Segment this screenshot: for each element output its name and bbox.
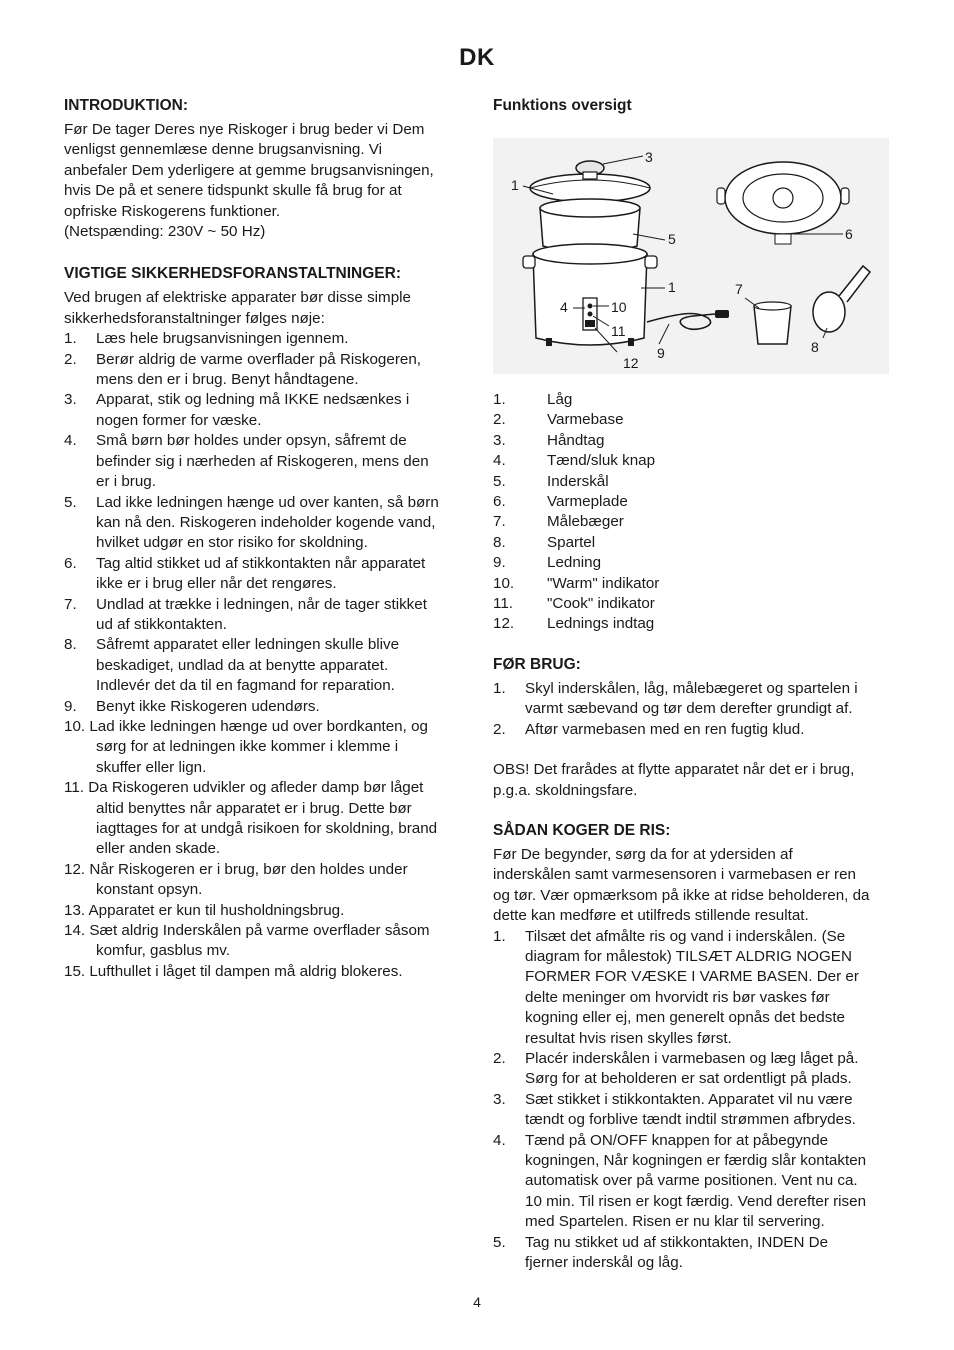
right-column	[493, 96, 893, 1273]
cooking-intro	[493, 845, 893, 927]
cooking-step-number: 2.	[493, 1049, 506, 1067]
intro-line: hvis De på et senere tidspunkt skulle få brug for at	[64, 182, 402, 200]
callout-7-cup: 7	[735, 281, 743, 297]
callout-8-spatula: 8	[811, 339, 819, 355]
part-number: 3.	[493, 431, 506, 449]
intro-line: opfriske Riskogerens funktioner.	[64, 202, 281, 220]
safety-item-number: 12.	[64, 860, 86, 878]
part-number: 12.	[493, 615, 515, 633]
top-handle-right	[841, 188, 849, 204]
measuring-cup-rim	[754, 302, 791, 310]
part-number: 4.	[493, 452, 506, 470]
cooking-step	[493, 1049, 893, 1090]
spatula-head	[813, 292, 845, 332]
cooking-step-number: 3.	[493, 1090, 506, 1108]
part-label: Låg	[547, 391, 573, 408]
part-item	[493, 533, 893, 553]
safety-item-number: 11.	[64, 779, 84, 797]
safety-item-number: 8.	[64, 636, 77, 654]
top-handle-left	[717, 188, 725, 204]
rice-cooker-illustration	[493, 138, 889, 374]
part-item	[493, 410, 893, 430]
intro-line: venligst gennemlæse denne brugsanvisning. Vi	[64, 141, 383, 159]
safety-item-number: 14.	[64, 922, 86, 940]
safety-item-text: kan nå den. Riskogeren indeholder kogende vand,	[96, 513, 436, 531]
cooking-step-text: Tag nu stikket ud af stikkontakten, INDEN De	[525, 1233, 829, 1251]
cooking-step-number: 4.	[493, 1131, 506, 1149]
callout-5-inner-bowl: 5	[668, 231, 676, 247]
part-item	[493, 614, 893, 634]
safety-item-text: Lufthullet i låget til dampen må aldrig blokeres.	[89, 962, 403, 980]
part-number: 1.	[493, 391, 506, 408]
cooking-step-text: automatisk over på varme positionen. Vent nu ca.	[525, 1172, 858, 1190]
cooking-step-text: med Spartelen. Risen er nu klar til servering.	[525, 1213, 825, 1231]
inner-bowl-rim	[540, 199, 640, 217]
safety-item	[64, 860, 464, 901]
safety-item-text: Lad ikke ledningen hænge ud over bordkanten, og	[89, 717, 428, 735]
safety-item-number: 3.	[64, 391, 77, 409]
cook-indicator-dot	[588, 312, 593, 317]
cooking-heading: SÅDAN KOGER DE RIS:	[493, 821, 671, 839]
safety-item-number: 10.	[64, 717, 86, 735]
safety-item	[64, 635, 464, 696]
safety-list	[64, 329, 464, 982]
cooking-step-text: Placér inderskålen i varmebasen og læg låget på.	[525, 1049, 859, 1067]
lid-handle	[583, 172, 597, 179]
safety-item-text: Indlevér det da til en fagmand for reparation.	[96, 677, 395, 695]
safety-item-text: mens den er i brug. Benyt håndtagene.	[96, 371, 359, 389]
safety-item	[64, 431, 464, 492]
safety-item-text: Sæt aldrig Inderskålen på varme overflader såsom	[89, 922, 430, 940]
part-item	[493, 472, 893, 492]
part-label: Tænd/sluk knap	[547, 452, 656, 470]
part-label: Spartel	[547, 533, 596, 551]
safety-item-text: Undlad at trække i ledningen, når de tager stikket	[96, 595, 427, 613]
heating-sensor	[773, 188, 793, 208]
safety-item-text: hvilket udgør en stor risiko for skoldning.	[96, 534, 368, 552]
safety-item-text: konstant opsyn.	[96, 881, 203, 899]
safety-item	[64, 350, 464, 391]
cooking-step	[493, 1131, 893, 1233]
safety-item-text: eller anden skade.	[96, 840, 221, 858]
safety-heading: VIGTIGE SIKKERHEDSFORANSTALTNINGER:	[64, 265, 401, 283]
safety-item	[64, 962, 464, 982]
cooking-step-text: Sæt stikket i stikkontakten. Apparatet vil nu være	[525, 1090, 853, 1108]
safety-item-text: sørg for at ledningen ikke kommer i klemme i	[96, 738, 399, 756]
cooking-step-text: fjerner inderskål og låg.	[525, 1254, 683, 1272]
before-use-item-number: 1.	[493, 679, 506, 697]
safety-item-text: skuffer eller lign.	[96, 758, 207, 776]
part-label: "Warm" indikator	[547, 574, 660, 592]
part-label: Lednings indtag	[547, 615, 655, 633]
safety-item	[64, 554, 464, 595]
intro-text	[64, 120, 464, 242]
part-label: Inderskål	[547, 472, 609, 490]
safety-item-number: 1.	[64, 330, 77, 348]
left-column	[64, 96, 464, 982]
before-use-item-number: 2.	[493, 720, 506, 738]
part-number: 11.	[493, 595, 513, 613]
safety-item-text: nogen former for væske.	[96, 411, 262, 429]
safety-item	[64, 697, 464, 717]
safety-intro-line: sikkerhedsforanstaltninger følges nøje:	[64, 309, 325, 327]
part-number: 2.	[493, 411, 506, 429]
safety-item	[64, 778, 464, 860]
callout-3-handle: 3	[645, 149, 653, 165]
part-item	[493, 390, 893, 410]
safety-item-text: ud af stikkontakten.	[96, 615, 227, 633]
safety-item-number: 6.	[64, 554, 77, 572]
callout-9-cord: 9	[657, 345, 665, 361]
safety-item-number: 5.	[64, 493, 77, 511]
overview-heading: Funktions oversigt	[493, 97, 632, 114]
part-label: Varmeplade	[547, 493, 628, 511]
callout-1-lid: 1	[511, 177, 519, 193]
safety-item-text: Læs hele brugsanvisningen igennem.	[96, 330, 349, 348]
safety-intro	[64, 288, 464, 329]
cooking-steps-list	[493, 927, 893, 1274]
cooking-step-text: FORMER FOR VÆSKE I VARME BASEN. Der er	[525, 968, 859, 986]
intro-line: (Netspænding: 230V ~ 50 Hz)	[64, 223, 266, 241]
before-use-note	[493, 760, 893, 801]
warm-indicator-dot	[588, 304, 593, 309]
foot-left	[546, 338, 552, 346]
safety-item-text: Apparatet er kun til husholdningsbrug.	[88, 901, 345, 919]
safety-item-text: Små børn bør holdes under opsyn, såfremt de	[96, 432, 407, 450]
foot-right	[628, 338, 634, 346]
note-line: OBS! Det frarådes at flytte apparatet når det er i brug,	[493, 761, 855, 779]
language-code: DK	[459, 44, 495, 71]
safety-item-number: 9.	[64, 697, 77, 715]
intro-line: Før De tager Deres nye Riskoger i brug beder vi Dem	[64, 121, 425, 138]
top-panel	[775, 234, 791, 244]
safety-intro-line: Ved brugen af elektriske apparater bør disse simple	[64, 289, 411, 307]
safety-item	[64, 493, 464, 554]
safety-item-text: beskadiget, undlad da at benytte apparatet.	[96, 656, 389, 674]
cooking-step	[493, 927, 893, 1049]
safety-item-text: Tag altid stikket ud af stikkontakten når apparatet	[96, 554, 426, 572]
part-item	[493, 431, 893, 451]
base-handle-left	[523, 256, 535, 268]
safety-item-text: komfur, gasblus mv.	[96, 942, 230, 960]
safety-item-text: ikke er i brug eller når det rengøres.	[96, 575, 337, 593]
safety-item	[64, 329, 464, 349]
cooking-step	[493, 1090, 893, 1131]
before-use-list	[493, 679, 893, 740]
before-use-item-text: Skyl inderskålen, låg, målebægeret og spartelen i	[525, 679, 858, 697]
safety-item	[64, 901, 464, 921]
cooking-step-text: resultat hvis risen skylles først.	[525, 1029, 732, 1047]
intro-line: anbefaler Dem yderligere at gemme brugsanvisningen,	[64, 161, 434, 179]
part-item	[493, 492, 893, 512]
safety-item-number: 2.	[64, 350, 77, 368]
before-use-heading: FØR BRUG:	[493, 655, 581, 673]
safety-item	[64, 595, 464, 636]
power-plug	[715, 310, 729, 318]
part-number: 9.	[493, 554, 506, 572]
cooking-intro-line: inderskålen samt varmesensoren i varmebasen er ren	[493, 866, 856, 884]
callout-10-warm: 10	[611, 299, 627, 315]
part-number: 10.	[493, 574, 515, 592]
safety-item-text: iagttages for at undgå risikoen for skoldning, brand	[96, 820, 438, 837]
safety-item-text: er i brug.	[96, 473, 156, 491]
safety-item-text: befinder sig i nærheden af Riskogeren, mens den	[96, 452, 429, 470]
cooking-step-number: 1.	[493, 927, 506, 945]
cooking-step-text: kogning eller ej, men generelt opnås det bedste	[525, 1009, 845, 1027]
part-item	[493, 553, 893, 573]
part-label: Håndtag	[547, 431, 605, 449]
rice-cooker-diagram	[493, 138, 889, 374]
part-number: 8.	[493, 533, 506, 551]
part-item	[493, 574, 893, 594]
power-inlet	[585, 320, 595, 327]
base-handle-right	[645, 256, 657, 268]
cooking-intro-line: Før De begynder, sørg da for at ydersiden af	[493, 845, 793, 863]
note-line: p.g.a. skoldningsfare.	[493, 781, 638, 799]
measuring-cup-shape	[754, 306, 791, 344]
safety-item-text: Benyt ikke Riskogeren udendørs.	[96, 697, 320, 715]
part-number: 7.	[493, 513, 506, 531]
cooking-intro-line: og tør. Vær opmærksom på ikke at ridse beholderen, da	[493, 886, 870, 904]
part-number: 5.	[493, 472, 506, 490]
intro-heading: INTRODUKTION:	[64, 97, 188, 114]
cooking-step-text: diagram for målestok) TILSÆT ALDRIG NOGEN	[525, 947, 852, 965]
safety-item-text: altid benyttes når apparatet er i brug. Dette bør	[96, 799, 412, 817]
cooking-step-text: Tænd på ON/OFF knappen for at påbegynde	[525, 1131, 829, 1149]
safety-item-text: Når Riskogeren er i brug, bør den holdes under	[89, 860, 408, 878]
cooking-step-text: tændt og forblive tændt indtil strømmen afbrydes.	[525, 1111, 856, 1129]
safety-item-text: Såfremt apparatet eller ledningen skulle blive	[96, 636, 400, 654]
safety-item-number: 13.	[64, 901, 86, 919]
safety-item-text: Da Riskogeren udvikler og afleder damp bør låget	[88, 779, 424, 797]
part-item	[493, 451, 893, 471]
cooking-step-number: 5.	[493, 1233, 506, 1251]
cooking-step	[493, 1233, 893, 1274]
cooking-step-text: Sørg for at beholderen er sat ordentligt på plads.	[525, 1070, 852, 1088]
cooking-step-text: Tilsæt det afmålte ris og vand i inderskålen. (Se	[525, 927, 846, 945]
safety-item-text: Apparat, stik og ledning må IKKE nedsænkes i	[96, 391, 410, 409]
page-number: 4	[473, 1294, 481, 1310]
callout-12-inlet: 12	[623, 355, 639, 371]
safety-item	[64, 921, 464, 962]
callout-1-base: 1	[668, 279, 676, 295]
safety-item-number: 7.	[64, 595, 77, 613]
safety-item-text: Lad ikke ledningen hænge ud over kanten, så børn	[96, 493, 439, 511]
cooking-step-text: 10 min. Til risen er kogt færdig. Vend derefter risen	[525, 1192, 867, 1210]
before-use-item-text: Aftør varmebasen med en ren fugtig klud.	[525, 720, 805, 738]
cooking-step-text: delte meninger om hvorvidt ris bør vaskes før	[525, 988, 830, 1006]
part-item	[493, 594, 893, 614]
safety-item-number: 4.	[64, 432, 77, 450]
safety-item	[64, 717, 464, 778]
part-label: Ledning	[547, 554, 602, 572]
before-use-item-text: varmt sæbevand og tør dem derefter grundigt af.	[525, 700, 853, 718]
part-item	[493, 512, 893, 532]
before-use-item	[493, 679, 893, 720]
safety-item-number: 15.	[64, 962, 86, 980]
part-label: Målebæger	[547, 513, 624, 531]
part-number: 6.	[493, 493, 506, 511]
part-label: "Cook" indikator	[547, 595, 655, 613]
base-rim	[533, 244, 647, 264]
callout-4-switch: 4	[560, 299, 568, 315]
cooking-step-text: kogningen, Når kogningen er færdig slår kontakten	[525, 1152, 867, 1169]
callout-11-cook: 11	[611, 323, 626, 339]
parts-list	[493, 390, 893, 635]
safety-item-text: Berør aldrig de varme overflader på Riskogeren,	[96, 350, 421, 368]
safety-item	[64, 390, 464, 431]
callout-6-plate: 6	[845, 226, 853, 242]
cooking-intro-line: dette kan medføre et utilfreds stillende resultat.	[493, 907, 809, 925]
before-use-item	[493, 720, 893, 740]
part-label: Varmebase	[547, 411, 624, 429]
